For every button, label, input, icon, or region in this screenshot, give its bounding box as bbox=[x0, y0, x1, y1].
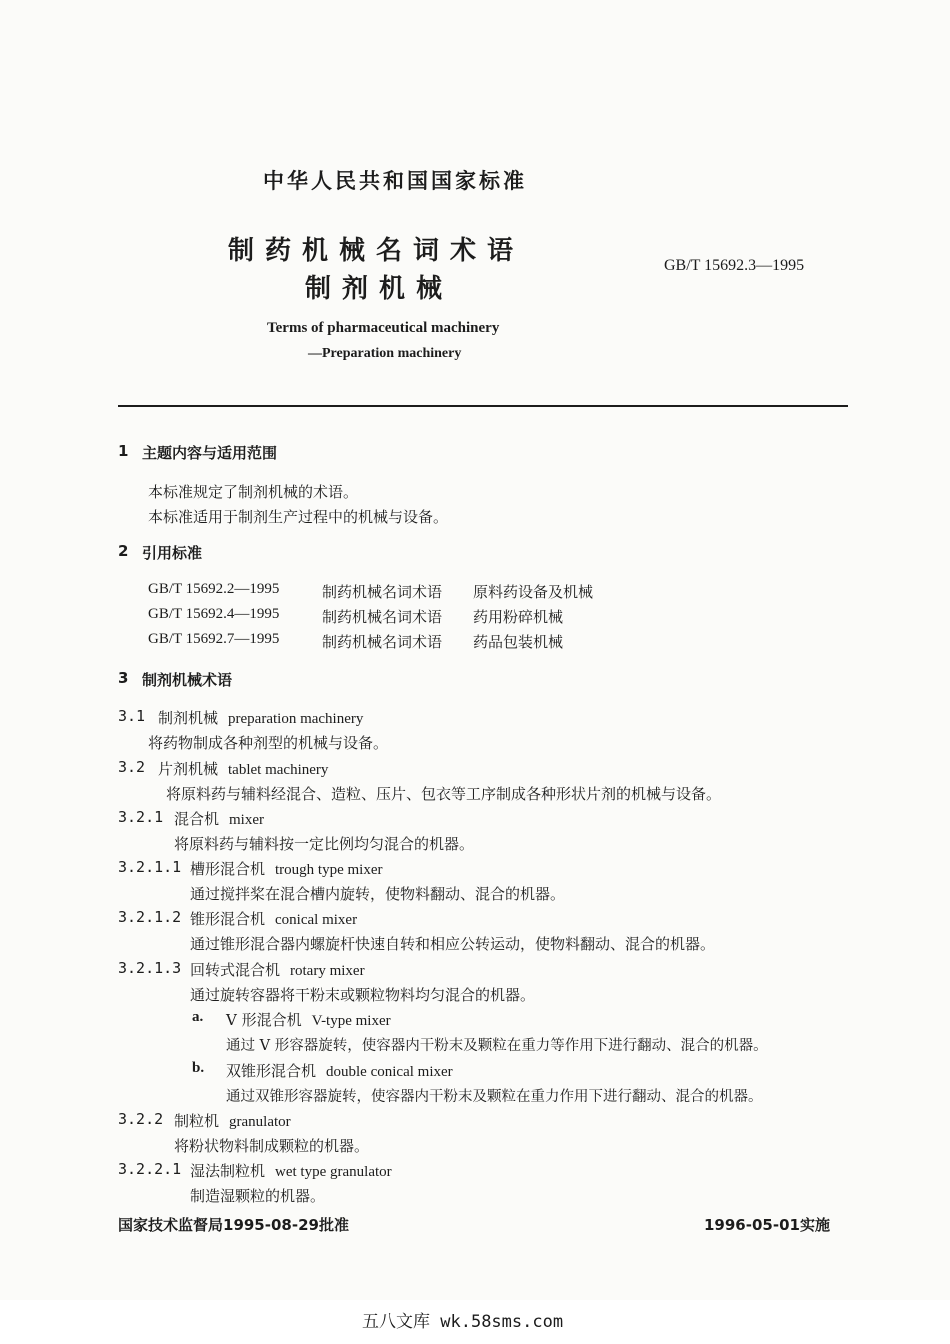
term-english: conical mixer bbox=[275, 912, 358, 928]
reference-code: GB/T 15692.2—1995 bbox=[148, 581, 280, 597]
term-number: 3.2 bbox=[118, 758, 146, 776]
watermark-site-url: wk.58sms.com bbox=[440, 1312, 564, 1332]
term-number: b. bbox=[192, 1060, 205, 1076]
title-line-2: 制剂机械 bbox=[305, 274, 454, 304]
standard-number: GB/T 15692.3—1995 bbox=[664, 257, 805, 274]
section-1-paragraph-2: 本标准适用于制剂生产过程中的机械与设备。 bbox=[148, 508, 449, 526]
term-chinese: 制剂机械 preparation machinery bbox=[158, 709, 364, 727]
term-definition: 将原料药与辅料按一定比例均匀混合的机器。 bbox=[174, 835, 475, 853]
term-english: granulator bbox=[229, 1114, 291, 1130]
reference-code: GB/T 15692.7—1995 bbox=[148, 631, 280, 647]
term-chinese: 混合机 mixer bbox=[174, 810, 265, 828]
term-number: a. bbox=[192, 1009, 204, 1025]
term-english: trough type mixer bbox=[275, 862, 383, 878]
term-definition: 将粉状物料制成颗粒的机器。 bbox=[174, 1137, 370, 1155]
reference-name: 制药机械名词术语 bbox=[322, 583, 443, 601]
term-chinese: 双锥形混合机 double conical mixer bbox=[226, 1062, 453, 1080]
term-english: double conical mixer bbox=[326, 1064, 453, 1080]
term-definition: 通过搅拌桨在混合槽内旋转，使物料翻动、混合的机器。 bbox=[190, 885, 566, 903]
term-chinese: V 形混合机 V-type mixer bbox=[226, 1011, 391, 1029]
section-1-paragraph-1: 本标准规定了制剂机械的术语。 bbox=[148, 483, 359, 501]
country-standard-heading: 中华人民共和国国家标准 bbox=[263, 169, 527, 193]
term-definition: 将原料药与辅料经混合、造粒、压片、包衣等工序制成各种形状片剂的机械与设备。 bbox=[166, 785, 722, 803]
term-definition: 制造湿颗粒的机器。 bbox=[190, 1187, 326, 1205]
term-number: 3.2.2.1 bbox=[118, 1160, 182, 1178]
watermark bbox=[362, 1307, 563, 1332]
term-chinese: 片剂机械 tablet machinery bbox=[158, 760, 329, 778]
term-english: preparation machinery bbox=[228, 711, 364, 727]
reference-name: 制药机械名词术语 bbox=[322, 608, 443, 626]
term-english: rotary mixer bbox=[290, 963, 365, 979]
section-1-title: 主题内容与适用范围 bbox=[142, 444, 278, 462]
term-english: V-type mixer bbox=[311, 1013, 391, 1029]
term-number: 3.2.1.3 bbox=[118, 959, 182, 977]
reference-name: 制药机械名词术语 bbox=[322, 633, 443, 651]
reference-code: GB/T 15692.4—1995 bbox=[148, 606, 280, 622]
section-2-title: 引用标准 bbox=[142, 544, 203, 562]
term-chinese: 槽形混合机 trough type mixer bbox=[190, 860, 383, 878]
effective-date: 1996-05-01实施 bbox=[704, 1216, 830, 1234]
term-english: mixer bbox=[229, 812, 265, 828]
term-number: 3.2.1.1 bbox=[118, 858, 182, 876]
term-english: wet type granulator bbox=[275, 1164, 392, 1180]
section-3-number: 3 bbox=[118, 669, 129, 687]
english-title-line-2: —Preparation machinery bbox=[308, 346, 462, 361]
term-definition: 通过旋转容器将干粉末或颗粒物料均匀混合的机器。 bbox=[190, 986, 536, 1004]
term-chinese: 制粒机 granulator bbox=[174, 1112, 291, 1130]
term-number: 3.2.1 bbox=[118, 808, 164, 826]
reference-subtitle: 原料药设备及机械 bbox=[473, 583, 594, 601]
title-line-1: 制药机械名词术语 bbox=[228, 236, 525, 266]
section-3-title: 制剂机械术语 bbox=[142, 671, 233, 689]
approval-date: 国家技术监督局1995-08-29批准 bbox=[118, 1216, 349, 1234]
section-2-number: 2 bbox=[118, 542, 129, 560]
term-definition: 通过双锥形容器旋转，使容器内干粉末及颗粒在重力作用下进行翻动、混合的机器。 bbox=[226, 1089, 763, 1105]
term-chinese: 湿法制粒机 wet type granulator bbox=[190, 1162, 392, 1180]
header-divider bbox=[118, 405, 848, 407]
reference-subtitle: 药品包装机械 bbox=[473, 633, 564, 651]
term-number: 3.2.1.2 bbox=[118, 908, 182, 926]
term-english: tablet machinery bbox=[228, 762, 329, 778]
section-1-number: 1 bbox=[118, 442, 129, 460]
watermark-site-name: 五八文库 bbox=[362, 1312, 430, 1332]
term-number: 3.1 bbox=[118, 707, 146, 725]
reference-subtitle: 药用粉碎机械 bbox=[473, 608, 564, 626]
term-chinese: 回转式混合机 rotary mixer bbox=[190, 961, 365, 979]
term-definition: 通过锥形混合器内螺旋杆快速自转和相应公转运动，使物料翻动、混合的机器。 bbox=[190, 935, 716, 953]
term-definition: 将药物制成各种剂型的机械与设备。 bbox=[148, 734, 389, 752]
term-chinese: 锥形混合机 conical mixer bbox=[190, 910, 358, 928]
term-number: 3.2.2 bbox=[118, 1110, 164, 1128]
term-definition: 通过 V 形容器旋转，使容器内干粉末及颗粒在重力等作用下进行翻动、混合的机器。 bbox=[226, 1038, 768, 1054]
english-title-line-1: Terms of pharmaceutical machinery bbox=[267, 320, 500, 336]
